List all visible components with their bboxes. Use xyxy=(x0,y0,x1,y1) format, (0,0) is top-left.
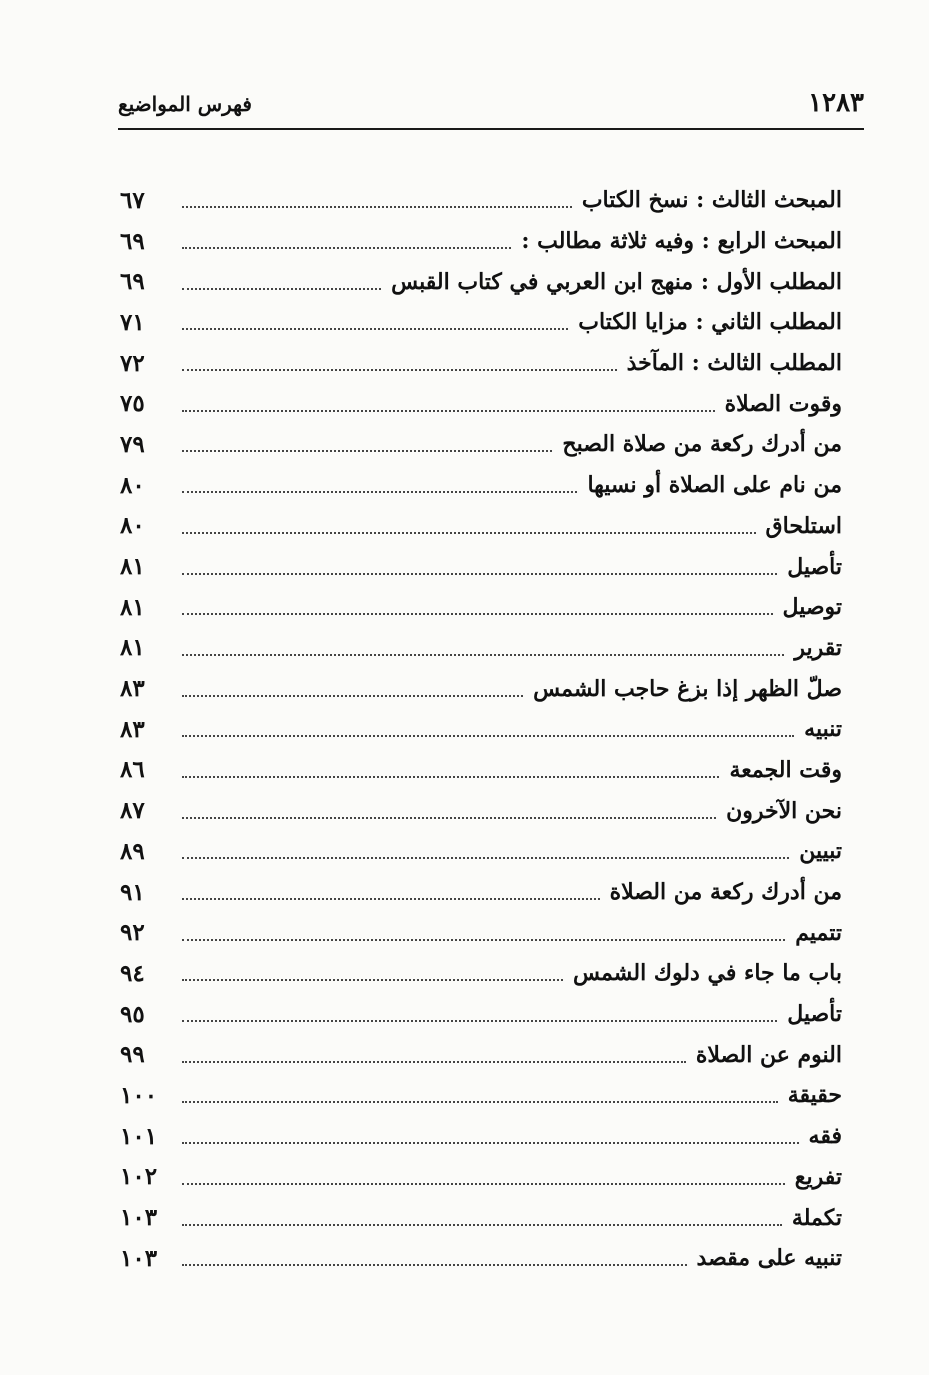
toc-entry-page: ٨٦ xyxy=(120,756,145,784)
toc-entry xyxy=(120,1238,842,1279)
toc-entry-page: ٩١ xyxy=(120,878,145,906)
toc-entry-page: ٨١ xyxy=(120,634,145,662)
toc-entry-title: وقوت الصلاة xyxy=(724,390,842,417)
toc-entry-title: المطلب الثالث : المآخذ xyxy=(626,350,842,377)
toc-entry-page: ٨١ xyxy=(120,593,145,621)
dot-leader xyxy=(182,1183,785,1185)
toc-entry-page: ٩٢ xyxy=(120,919,145,947)
toc-entry xyxy=(120,1034,842,1075)
toc-entry xyxy=(120,1116,842,1157)
page-header xyxy=(118,86,864,130)
toc-entry xyxy=(120,790,842,831)
toc-entry-title: استلحاق xyxy=(765,512,842,539)
toc-entry-page: ٩٩ xyxy=(120,1041,145,1069)
toc-entry xyxy=(120,587,842,628)
dot-leader xyxy=(182,979,563,981)
toc-entry-page: ٦٧ xyxy=(120,186,145,214)
dot-leader xyxy=(182,613,773,615)
dot-leader xyxy=(182,206,572,208)
dot-leader xyxy=(182,369,617,371)
toc-entry-title: تنبيه xyxy=(804,716,842,743)
toc-entry-title: من أدرك ركعة من صلاة الصبح xyxy=(562,431,842,458)
toc-entry-page: ١٠٢ xyxy=(120,1163,158,1191)
toc-entry-title: حقيقة xyxy=(787,1082,842,1109)
toc-entry xyxy=(120,953,842,994)
toc-entry xyxy=(120,424,842,465)
toc-entry-title: تكملة xyxy=(791,1204,842,1231)
toc-entry-title: توصيل xyxy=(782,594,842,621)
dot-leader xyxy=(182,532,756,534)
dot-leader xyxy=(182,247,511,249)
table-of-contents xyxy=(120,180,842,1279)
toc-entry xyxy=(120,1197,842,1238)
toc-entry-title: فقه xyxy=(808,1123,842,1150)
toc-entry xyxy=(120,872,842,913)
toc-entry xyxy=(120,668,842,709)
toc-entry-title: النوم عن الصلاة xyxy=(695,1041,842,1068)
dot-leader xyxy=(182,1264,687,1266)
dot-leader xyxy=(182,939,785,941)
toc-entry-page: ٧٥ xyxy=(120,390,145,418)
toc-entry xyxy=(120,831,842,872)
toc-entry-title: المطلب الثاني : مزايا الكتاب xyxy=(578,309,842,336)
toc-entry xyxy=(120,709,842,750)
toc-entry xyxy=(120,180,842,221)
toc-entry-page: ٨٧ xyxy=(120,797,145,825)
toc-entry xyxy=(120,628,842,669)
toc-entry xyxy=(120,465,842,506)
toc-entry xyxy=(120,1157,842,1198)
dot-leader xyxy=(182,735,794,737)
toc-entry-title: تنبيه على مقصد xyxy=(696,1245,842,1272)
toc-entry xyxy=(120,506,842,547)
dot-leader xyxy=(182,573,777,575)
toc-entry-page: ١٠٣ xyxy=(120,1204,158,1232)
toc-entry-page: ٨٣ xyxy=(120,715,145,743)
dot-leader xyxy=(182,328,568,330)
toc-entry-page: ٦٩ xyxy=(120,227,145,255)
toc-entry-title: تتميم xyxy=(795,919,842,946)
dot-leader xyxy=(182,1020,777,1022)
toc-entry-page: ٨٠ xyxy=(120,512,145,540)
toc-entry-title: نحن الآخرون xyxy=(726,797,842,824)
toc-entry-page: ١٠٣ xyxy=(120,1244,158,1272)
toc-entry xyxy=(120,343,842,384)
dot-leader xyxy=(182,654,784,656)
toc-entry-title: تقرير xyxy=(794,634,842,661)
dot-leader xyxy=(182,288,381,290)
running-title: فهرس المواضيع xyxy=(118,92,252,116)
dot-leader xyxy=(182,410,715,412)
toc-entry-page: ٨١ xyxy=(120,553,145,581)
toc-entry-page: ٩٥ xyxy=(120,1000,145,1028)
toc-entry-page: ٦٩ xyxy=(120,268,145,296)
toc-entry xyxy=(120,302,842,343)
toc-entry-title: وقت الجمعة xyxy=(729,756,842,783)
toc-entry-page: ٧٢ xyxy=(120,349,145,377)
dot-leader xyxy=(182,898,600,900)
toc-entry-title: المبحث الثالث : نسخ الكتاب xyxy=(581,187,842,214)
toc-entry-title: تبيين xyxy=(799,838,842,865)
toc-entry xyxy=(120,912,842,953)
toc-entry-title: تأصيل xyxy=(787,1001,842,1028)
toc-entry xyxy=(120,750,842,791)
toc-entry-page: ٨٣ xyxy=(120,675,145,703)
toc-entry xyxy=(120,1075,842,1116)
toc-entry xyxy=(120,546,842,587)
dot-leader xyxy=(182,776,719,778)
dot-leader xyxy=(182,857,789,859)
toc-entry-page: ٧٩ xyxy=(120,430,145,458)
toc-entry-title: من أدرك ركعة من الصلاة xyxy=(609,879,842,906)
toc-entry-page: ١٠١ xyxy=(120,1122,158,1150)
dot-leader xyxy=(182,695,523,697)
dot-leader xyxy=(182,491,577,493)
toc-entry xyxy=(120,221,842,262)
toc-entry-page: ٨٩ xyxy=(120,837,145,865)
dot-leader xyxy=(182,1224,782,1226)
toc-entry-title: من نام على الصلاة أو نسيها xyxy=(587,472,842,499)
toc-entry-title: تفريع xyxy=(794,1163,842,1190)
dot-leader xyxy=(182,450,552,452)
toc-entry-title: صلّ الظهر إذا بزغ حاجب الشمس xyxy=(533,675,842,702)
dot-leader xyxy=(182,1061,686,1063)
toc-entry-title: تأصيل xyxy=(787,553,842,580)
dot-leader xyxy=(182,817,716,819)
page-number: ١٢٨٣ xyxy=(808,88,864,118)
toc-entry-page: ٧١ xyxy=(120,308,145,336)
toc-entry-title: المطلب الأول : منهج ابن العربي في كتاب القبس xyxy=(391,268,842,295)
toc-entry-page: ١٠٠ xyxy=(120,1081,158,1109)
toc-entry-page: ٨٠ xyxy=(120,471,145,499)
dot-leader xyxy=(182,1142,799,1144)
dot-leader xyxy=(182,1101,778,1103)
toc-entry-title: المبحث الرابع : وفيه ثلاثة مطالب : xyxy=(521,228,842,255)
toc-entry xyxy=(120,261,842,302)
toc-entry-page: ٩٤ xyxy=(120,959,145,987)
toc-entry xyxy=(120,383,842,424)
toc-entry-title: باب ما جاء في دلوك الشمس xyxy=(572,960,842,987)
toc-entry xyxy=(120,994,842,1035)
